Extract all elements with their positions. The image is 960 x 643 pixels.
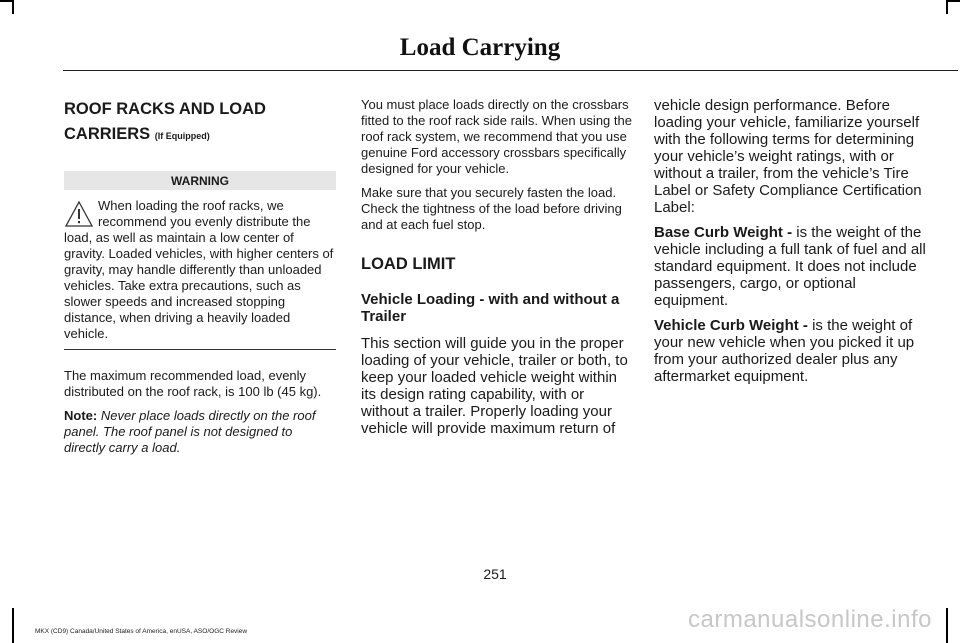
- vehicle-curb-weight-term: Vehicle Curb Weight -: [654, 317, 808, 334]
- load-limit-heading: LOAD LIMIT: [361, 255, 456, 273]
- crop-mark: [12, 0, 14, 14]
- crop-mark: [12, 608, 14, 643]
- vehicle-curb-weight-text: is the weight of your new vehicle when you picked it up from your authorized dealer plus any aftermarket equipment.: [654, 317, 915, 385]
- base-curb-weight-term: Base Curb Weight -: [654, 224, 793, 241]
- page-title: Load Carrying: [399, 34, 561, 61]
- warning-divider: [64, 349, 336, 350]
- note-paragraph: [64, 408, 336, 456]
- note-text: Never place loads directly on the roof panel. The roof panel is not designed to directly carry a load.: [64, 408, 316, 455]
- crop-mark: [946, 608, 948, 643]
- warning-label: WARNING: [64, 171, 336, 190]
- warning-triangle-icon: [64, 200, 94, 228]
- header-divider: [63, 70, 958, 71]
- base-curb-weight-definition: [654, 224, 928, 309]
- page-number: 251: [483, 566, 507, 582]
- crop-mark: [0, 0, 12, 2]
- vehicle-loading-subheading: Vehicle Loading - with and without a Trailer: [361, 291, 620, 325]
- max-load-paragraph: The maximum recommended load, evenly distributed on the roof rack, is 100 lb (45 kg).: [64, 368, 322, 399]
- if-equipped-label: (If Equipped): [154, 131, 210, 141]
- section-heading: [64, 97, 336, 149]
- crop-mark: [946, 0, 948, 14]
- watermark: carmanualsonline.info: [688, 606, 932, 633]
- base-curb-weight-text: is the weight of the vehicle including a full tank of fuel and all standard equipment. It does not include passengers, cargo, or optional equipment.: [654, 224, 926, 309]
- terms-intro-paragraph: vehicle design performance. Before loading your vehicle, familiarize yourself with the following terms for determining your vehicle’s weight ratings, with or without a trailer, from the vehicle’s Tire Label or Safety Compliance Certification Label:: [654, 97, 922, 216]
- footer-text: MKX (CD9) Canada/United States of America, enUSA, ASO/OGC Review: [35, 628, 248, 635]
- crop-mark: [946, 0, 960, 2]
- section-heading-line2: CARRIERS: [64, 125, 151, 143]
- warning-box: [64, 198, 336, 342]
- column-1: [64, 97, 336, 456]
- column-2: [361, 97, 632, 437]
- column-3: [654, 97, 928, 385]
- vehicle-curb-weight-definition: [654, 317, 928, 385]
- warning-text: When loading the roof racks, we recommend you evenly distribute the load, as well as maintain a low center of gravity. Loaded vehicles, with higher centers of gravity, may handle differently than unloaded vehicles. Take extra precautions, such as slower speeds and increased stopping distance, when driving a heavily loaded vehicle.: [64, 198, 334, 341]
- crossbars-paragraph: You must place loads directly on the crossbars fitted to the roof rack side rails. When using the roof rack system, we recommend that you use genuine Ford accessory crossbars specifically designed for your vehicle.: [361, 97, 632, 176]
- note-label: Note:: [64, 408, 98, 423]
- section-heading-line1: ROOF RACKS AND LOAD: [64, 100, 266, 118]
- loading-guide-paragraph: This section will guide you in the proper loading of your vehicle, trailer or both, to keep your loaded vehicle weight within its design rating capability, with or without a trailer. Properly loading your vehicle will provide maximum return of: [361, 335, 628, 437]
- fasten-paragraph: Make sure that you securely fasten the load. Check the tightness of the load before driving and at each fuel stop.: [361, 185, 622, 232]
